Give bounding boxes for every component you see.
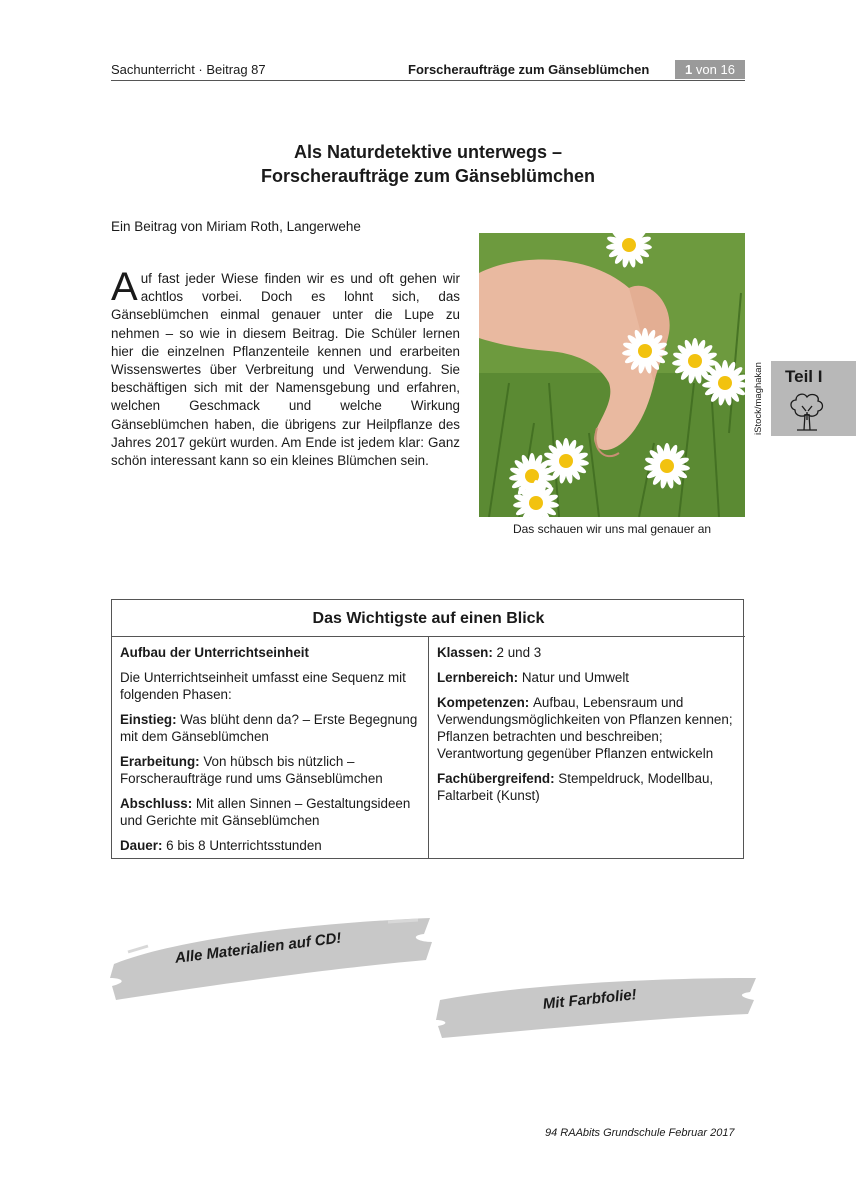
- info-box-left-column: [120, 644, 420, 862]
- daisy-photo-illustration: [479, 233, 745, 517]
- drop-cap: A: [111, 265, 138, 309]
- phase-einstieg: Einstieg: Was blüht denn da? – Erste Begegnung mit dem Gänseblümchen: [120, 712, 418, 744]
- unit-structure-intro: Die Unterrichtseinheit umfasst eine Sequenz mit folgenden Phasen:: [120, 670, 406, 702]
- page-number: 1: [685, 62, 693, 77]
- daisy-photo: [479, 233, 745, 517]
- page-total: von 16: [695, 62, 735, 77]
- tree-icon: [785, 388, 829, 432]
- info-kompetenzen: Kompetenzen: Aufbau, Lebensraum und Verwendungsmöglichkeiten von Pflanzen kennen; Pflanzen betrachten und beschreiben; Verantwortung gegenüber Pflanzen entwickeln: [437, 695, 733, 761]
- section-tab-label: Teil I: [785, 367, 823, 386]
- info-box-divider: [428, 637, 429, 859]
- info-lernbereich: Lernbereich: Natur und Umwelt: [437, 670, 630, 685]
- phase-abschluss: Abschluss: Mit allen Sinnen – Gestaltungsideen und Gerichte mit Gänseblümchen: [120, 796, 411, 828]
- title-line-1: Als Naturdetektive unterwegs –: [293, 142, 563, 162]
- info-klassen: Klassen: 2 und 3: [437, 645, 542, 660]
- photo-credit: iStock/maghakan: [753, 362, 764, 435]
- intro-paragraph: [111, 265, 460, 470]
- info-box-right-column: [437, 644, 737, 812]
- unit-structure-heading: Aufbau der Unterrichtseinheit: [120, 645, 309, 660]
- header-rule: [111, 80, 745, 81]
- info-box: [111, 599, 744, 859]
- header-subject: Sachunterricht · Beitrag 87: [111, 62, 266, 77]
- info-box-title: Das Wichtigste auf einen Blick: [112, 600, 745, 637]
- header-title: Forscheraufträge zum Gänseblümchen: [408, 62, 650, 77]
- cd-banner-text: Alle Materialien auf CD!: [174, 929, 343, 967]
- cd-banner-stroke: [108, 912, 438, 1004]
- page-badge: [675, 60, 745, 79]
- phase-erarbeitung: Erarbeitung: Von hübsch bis nützlich – Forscheraufträge rund ums Gänseblümchen: [120, 754, 383, 786]
- section-tab: [771, 361, 856, 436]
- byline: Ein Beitrag von Miriam Roth, Langerwehe: [111, 219, 361, 234]
- page-title: [111, 140, 745, 188]
- title-line-2: Forscheraufträge zum Gänseblümchen: [260, 166, 596, 186]
- phase-dauer: Dauer: 6 bis 8 Unterrichtsstunden: [120, 838, 322, 853]
- intro-text: uf fast jeder Wiese finden wir es und oft gehen wir achtlos vorbei. Doch es lohnt sich, das Gänseblümchen einmal genauer unter die Lupe zu nehmen – so wie in diesem Beitrag. Die Schüler lernen hier die einzelnen Pflanzenteile kennen und erarbeiten Wissenswertes über Verbreitung und Verwendung. Sie beschäftigen sich mit der Namensgebung und erfahren, welchen Geschmack und welche Wirkung Gänseblümchen haben, die übrigens zur Heilpflanze des Jahres 2017 gekürt wurden. Am Ende ist jedem klar: Ganz schön interessant kann so ein kleines Blümchen sein.: [111, 271, 460, 469]
- info-fachuebergreifend: Fachübergreifend: Stempeldruck, Modellbau, Faltarbeit (Kunst): [437, 771, 714, 803]
- photo-caption: Das schauen wir uns mal genauer an: [512, 522, 712, 536]
- farbfolie-banner-text: Mit Farbfolie!: [542, 986, 638, 1013]
- footer-citation: 94 RAAbits Grundschule Februar 2017: [545, 1127, 735, 1139]
